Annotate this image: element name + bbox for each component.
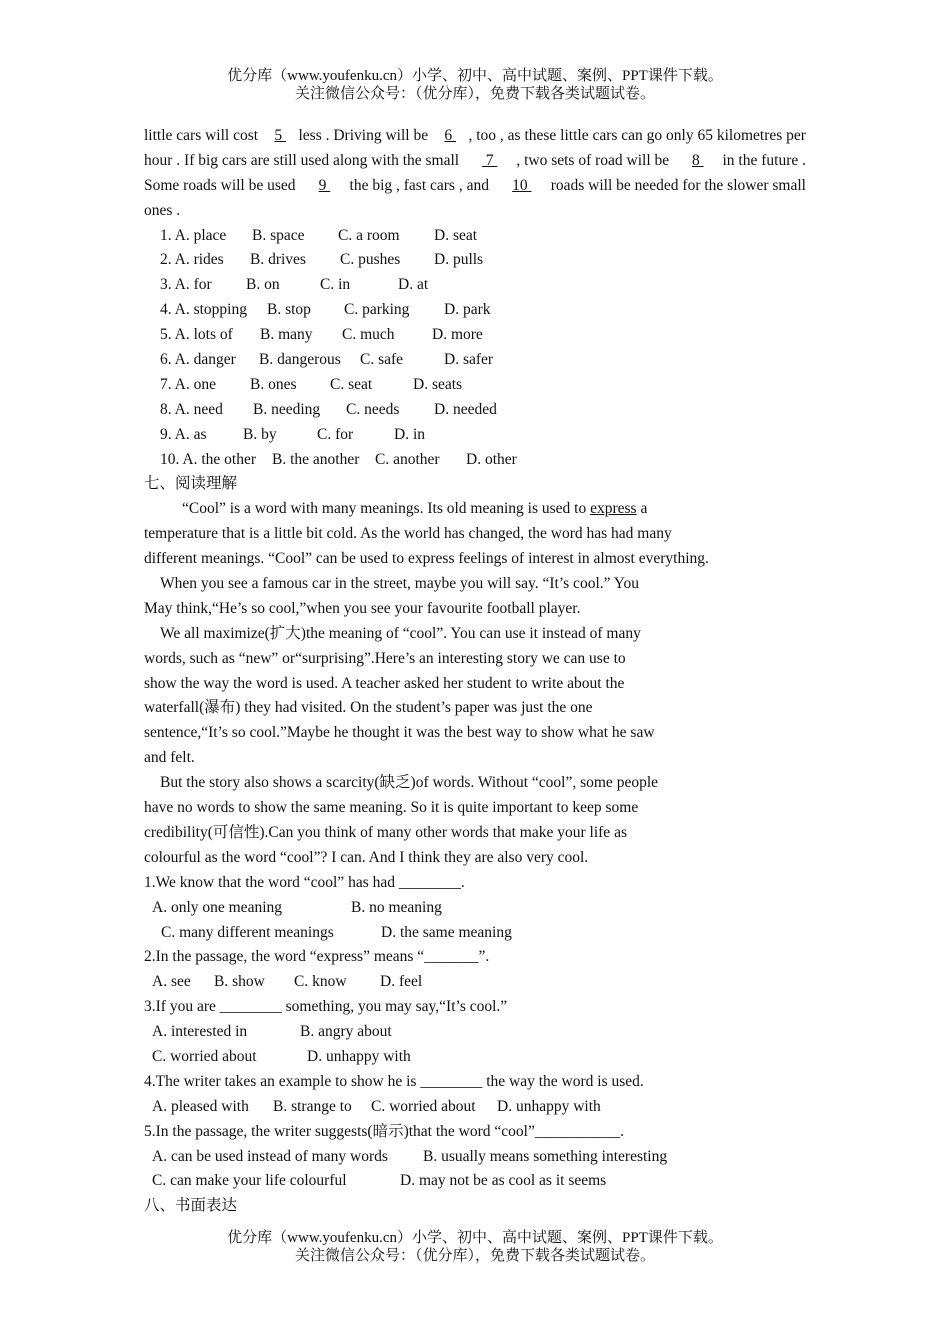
option-d: D. other	[466, 450, 517, 468]
option-c: C. pushes	[340, 251, 401, 269]
option-a: 5. A. lots of	[160, 326, 233, 344]
question-3: 3.If you are ________ something, you may say,“It’s cool.”	[144, 998, 508, 1016]
option-a: 8. A. need	[160, 400, 223, 418]
cloze-option-row-1	[144, 224, 806, 249]
passage-text: a	[636, 500, 648, 518]
blank-5: 5	[274, 127, 287, 144]
option-c: C. needs	[346, 400, 400, 418]
option-d: D. feel	[380, 973, 423, 991]
question-3-options-b	[144, 1045, 806, 1070]
option-a: 9. A. as	[160, 425, 207, 443]
document-body	[144, 124, 806, 1219]
blank-6: 6	[444, 127, 457, 144]
option-b: B. angry about	[300, 1023, 392, 1041]
option-a: A. pleased with	[152, 1097, 249, 1115]
option-a: A. only one meaning	[152, 898, 283, 916]
option-c: C. much	[342, 326, 395, 344]
option-c: C. worried about	[152, 1047, 257, 1065]
blank-9: 9	[318, 176, 331, 194]
footer-line-1: 优分库（www.youfenku.cn）小学、初中、高中试题、案例、PPT课件下载。	[227, 1230, 723, 1246]
passage-p4-line-3: credibility(可信性).Can you think of many other words that make your life as	[144, 823, 627, 841]
passage-p1-line-2: temperature that is a little bit cold. As the world has changed, the word has had many	[144, 525, 672, 543]
option-b: B. the another	[272, 450, 360, 468]
passage-p2-line-2: May think,“He’s so cool,”when you see your favourite football player.	[144, 599, 581, 617]
option-b: B. ones	[250, 375, 297, 393]
option-b: B. usually means something interesting	[423, 1147, 668, 1165]
cloze-line-4: ones .	[144, 201, 181, 219]
cloze-option-row-2	[144, 248, 806, 273]
cloze-text: little cars will cost	[144, 127, 262, 144]
cloze-option-row-10	[144, 448, 806, 473]
cloze-line-1	[144, 124, 806, 149]
question-4-options	[144, 1095, 806, 1120]
question-1: 1.We know that the word “cool” has had ________.	[144, 873, 465, 891]
option-d: D. unhappy with	[307, 1047, 411, 1065]
option-d: D. seats	[413, 375, 463, 393]
passage-p4-line-1: But the story also shows a scarcity(缺乏)of words. Without “cool”, some people	[160, 774, 659, 792]
option-d: D. safer	[444, 351, 494, 369]
passage-p1-line-1	[144, 497, 806, 522]
option-a: 1. A. place	[160, 226, 227, 244]
passage-p3-line-5: sentence,“It’s so cool.”Maybe he thought it was the best way to show what he saw	[144, 724, 655, 742]
option-a: 4. A. stopping	[160, 301, 247, 319]
question-2: 2.In the passage, the word “express” means “_______”.	[144, 948, 490, 966]
option-c: C. many different meanings	[161, 923, 334, 941]
option-c: C. safe	[360, 351, 404, 369]
cloze-option-row-6	[144, 348, 806, 373]
section-7-title: 七、阅读理解	[144, 475, 238, 493]
cloze-option-row-9	[144, 423, 806, 448]
passage-p4-line-4: colourful as the word “cool”? I can. And I think they are also very cool.	[144, 848, 589, 866]
option-b: B. dangerous	[259, 351, 341, 369]
question-2-options	[144, 970, 806, 995]
option-a: A. can be used instead of many words	[152, 1147, 388, 1165]
option-b: B. no meaning	[351, 898, 442, 916]
cloze-option-row-4	[144, 298, 806, 323]
option-c: C. worried about	[371, 1097, 476, 1115]
option-b: B. drives	[250, 251, 306, 269]
option-b: B. by	[243, 425, 277, 443]
cloze-option-row-3	[144, 273, 806, 298]
cloze-line-3	[144, 174, 806, 199]
cloze-text: less . Driving will be	[298, 127, 432, 144]
cloze-text: , two sets of road will be	[516, 151, 674, 169]
option-c: C. seat	[330, 375, 373, 393]
passage-p2-line-1: When you see a famous car in the street, maybe you will say. “It’s cool.” You	[160, 575, 639, 593]
cloze-option-row-5	[144, 323, 806, 348]
option-a: A. see	[152, 973, 191, 991]
question-5-options-a	[144, 1145, 806, 1170]
cloze-text: Some roads will be used	[144, 176, 300, 194]
option-d: D. at	[398, 276, 429, 294]
cloze-line-2	[144, 149, 806, 174]
option-b: B. stop	[267, 301, 311, 319]
option-d: D. in	[394, 425, 425, 443]
option-c: C. parking	[344, 301, 410, 319]
option-b: B. show	[214, 973, 265, 991]
cloze-text: the big , fast cars , and	[349, 176, 493, 194]
option-b: B. needing	[253, 400, 321, 418]
option-b: B. many	[260, 326, 313, 344]
option-d: D. park	[444, 301, 491, 319]
option-d: D. pulls	[434, 251, 484, 269]
section-8-title: 八、书面表达	[144, 1197, 238, 1215]
question-4: 4.The writer takes an example to show he is ________ the way the word is used.	[144, 1072, 644, 1090]
blank-10: 10	[512, 176, 532, 194]
cloze-text: , too , as these little cars can go only 65 kilometres per	[468, 127, 806, 144]
question-3-options-a	[144, 1020, 806, 1045]
option-c: C. know	[294, 973, 347, 991]
cloze-text: hour . If big cars are still used along with the small	[144, 151, 463, 169]
passage-p3-line-4: waterfall(瀑布) they had visited. On the student’s paper was just the one	[144, 699, 593, 717]
option-a: 3. A. for	[160, 276, 212, 294]
passage-p3-line-6: and felt.	[144, 749, 195, 767]
option-b: B. on	[246, 276, 280, 294]
option-d: D. the same meaning	[381, 923, 512, 941]
option-b: B. space	[252, 226, 305, 244]
option-c: C. in	[320, 276, 351, 294]
option-d: D. more	[432, 326, 483, 344]
question-1-options-a	[144, 896, 806, 921]
option-d: D. may not be as cool as it seems	[400, 1172, 607, 1190]
passage-text: “Cool” is a word with many meanings. Its old meaning is used to	[182, 500, 591, 518]
header-line-2: 关注微信公众号：（优分库），免费下载各类试题试卷。	[294, 86, 655, 102]
option-a: 10. A. the other	[160, 450, 256, 468]
cloze-option-row-7	[144, 373, 806, 398]
footer-line-2: 关注微信公众号：（优分库），免费下载各类试题试卷。	[294, 1248, 655, 1264]
blank-8: 8	[691, 151, 704, 169]
option-a: A. interested in	[152, 1023, 248, 1041]
passage-p4-line-2: have no words to show the same meaning. So it is quite important to keep some	[144, 799, 639, 817]
option-d: D. needed	[434, 400, 497, 418]
cloze-option-row-8	[144, 398, 806, 423]
option-a: 6. A. danger	[160, 351, 236, 369]
passage-p1-line-3: different meanings. “Cool” can be used to express feelings of interest in almost everything.	[144, 550, 709, 568]
header-line-1: 优分库（www.youfenku.cn）小学、初中、高中试题、案例、PPT课件下载。	[227, 68, 723, 84]
page-header	[0, 67, 950, 103]
question-5-options-b	[144, 1169, 806, 1194]
passage-p3-line-1: We all maximize(扩大)the meaning of “cool”. You can use it instead of many	[160, 624, 641, 642]
question-5: 5.In the passage, the writer suggests(暗示)that the word “cool”___________.	[144, 1122, 624, 1140]
option-d: D. unhappy with	[497, 1097, 601, 1115]
passage-p3-line-2: words, such as “new” or“surprising”.Here’s an interesting story we can use to	[144, 649, 626, 667]
question-1-options-b	[144, 921, 806, 946]
underlined-word-express: express	[590, 500, 637, 518]
option-c: C. can make your life colourful	[152, 1172, 347, 1190]
option-c: C. a room	[338, 226, 400, 244]
cloze-text: roads will be needed for the slower small	[550, 176, 806, 194]
option-a: 2. A. rides	[160, 251, 224, 269]
cloze-text: in the future .	[722, 151, 806, 169]
option-a: 7. A. one	[160, 375, 216, 393]
option-b: B. strange to	[273, 1097, 352, 1115]
option-c: C. for	[317, 425, 354, 443]
option-d: D. seat	[434, 226, 478, 244]
blank-7: 7	[481, 151, 498, 169]
passage-p3-line-3: show the way the word is used. A teacher asked her student to write about the	[144, 674, 625, 692]
page-footer	[0, 1229, 950, 1265]
option-c: C. another	[375, 450, 440, 468]
